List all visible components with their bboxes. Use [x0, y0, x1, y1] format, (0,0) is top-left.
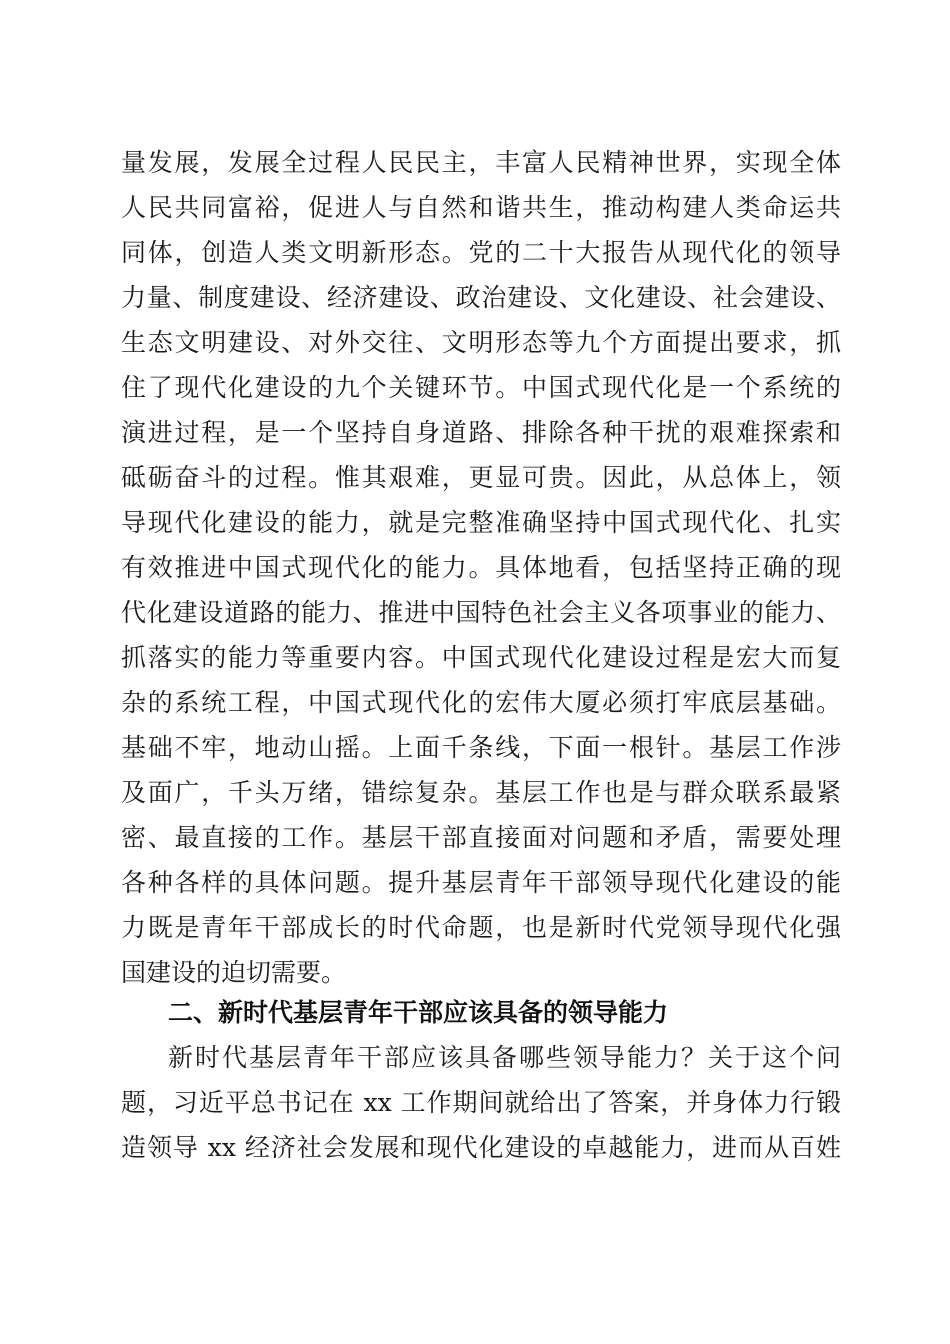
text-line: 同体，创造人类文明新形态。党的二十大报告从现代化的领导 — [121, 238, 841, 267]
text-line: 演进过程，是一个坚持自身道路、排除各种干扰的艰难探索和 — [121, 418, 841, 447]
text-line: 砥砺奋斗的过程。惟其艰难，更显可贵。因此，从总体上，领 — [121, 463, 841, 492]
text-line: 导现代化建设的能力，就是完整准确坚持中国式现代化、扎实 — [121, 508, 841, 537]
text-line: 代化建设道路的能力、推进中国特色社会主义各项事业的能力、 — [121, 598, 841, 627]
body-paragraph-1 — [121, 140, 841, 995]
text-line: 量发展，发展全过程人民民主，丰富人民精神世界，实现全体 — [121, 148, 841, 177]
text-line: 住了现代化建设的九个关键环节。中国式现代化是一个系统的 — [121, 373, 841, 402]
text-line: 题，习近平总书记在 xx 工作期间就给出了答案，并身体力行锻 — [121, 1088, 841, 1117]
text-line: 杂的系统工程，中国式现代化的宏伟大厦必须打牢底层基础。 — [121, 688, 841, 717]
text-line: 力既是青年干部成长的时代命题，也是新时代党领导现代化强 — [121, 913, 841, 942]
section-heading: 二、新时代基层青年干部应该具备的领导能力 — [168, 998, 669, 1027]
text-line: 新时代基层青年干部应该具备哪些领导能力？关于这个问 — [168, 1043, 841, 1072]
text-line: 国建设的迫切需要。 — [121, 958, 347, 987]
text-line: 密、最直接的工作。基层干部直接面对问题和矛盾，需要处理 — [121, 823, 841, 852]
text-line: 各种各样的具体问题。提升基层青年干部领导现代化建设的能 — [121, 868, 841, 897]
body-paragraph-2 — [121, 1035, 841, 1170]
text-line: 生态文明建设、对外交往、文明形态等九个方面提出要求，抓 — [121, 328, 841, 357]
text-line: 抓落实的能力等重要内容。中国式现代化建设过程是宏大而复 — [121, 643, 841, 672]
text-line: 人民共同富裕，促进人与自然和谐共生，推动构建人类命运共 — [121, 193, 841, 222]
text-line: 及面广，千头万绪，错综复杂。基层工作也是与群众联系最紧 — [121, 778, 841, 807]
text-line: 基础不牢，地动山摇。上面千条线，下面一根针。基层工作涉 — [121, 733, 841, 762]
text-line: 有效推进中国式现代化的能力。具体地看，包括坚持正确的现 — [121, 553, 841, 582]
text-line: 造领导 xx 经济社会发展和现代化建设的卓越能力，进而从百姓 — [121, 1133, 841, 1162]
text-line: 力量、制度建设、经济建设、政治建设、文化建设、社会建设、 — [121, 283, 841, 312]
